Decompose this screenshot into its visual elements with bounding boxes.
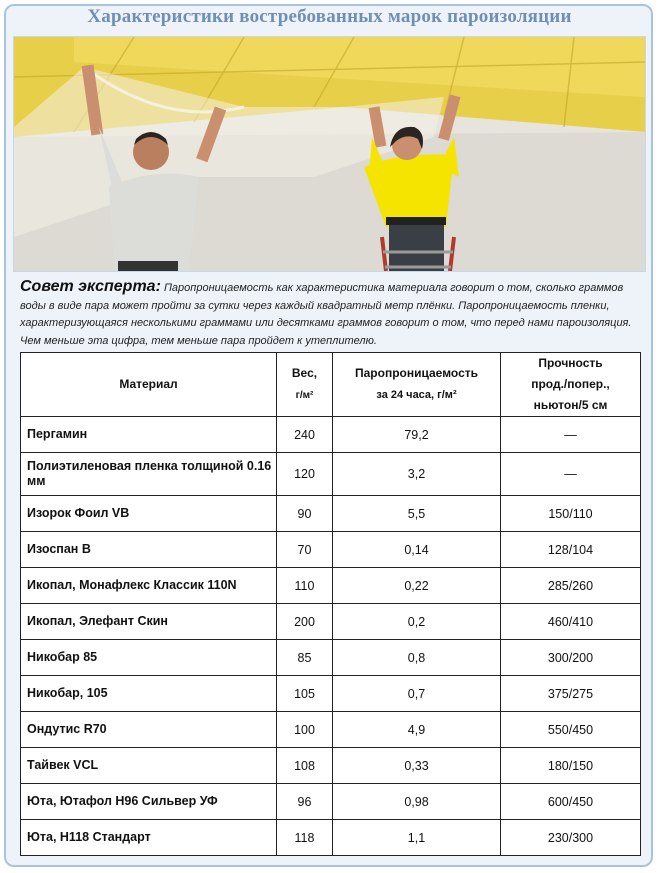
cell-weight: 90 (277, 496, 333, 532)
table-row (21, 784, 641, 820)
workers-installing-vapor-barrier-illustration (14, 37, 645, 271)
cell-weight: 200 (277, 604, 333, 640)
expert-tip-text: Паропроницаемость как характеристика материала говорит о том, сколько граммов воды в виде пара может пройти за сутки через каждый квадратный метр плёнки. Паропроницаемость пленки, характеризующаяся несколькими граммами или десятками граммов говорит о том, что перед нами пароизоляция. Чем меньше эта цифра, тем меньше пара пройдет к утеплителю. (20, 282, 632, 347)
cell-strength: 375/275 (501, 676, 641, 712)
cell-strength: 460/410 (501, 604, 641, 640)
cell-strength: 230/300 (501, 820, 641, 856)
expert-tip (20, 278, 635, 350)
cell-material: Юта, Ютафол Н96 Сильвер УФ (21, 784, 277, 820)
table-header-row (21, 353, 641, 417)
header-photo (13, 36, 646, 272)
cell-permeability: 0,2 (333, 604, 501, 640)
cell-material: Тайвек VCL (21, 748, 277, 784)
cell-permeability: 0,14 (333, 532, 501, 568)
table-row (21, 532, 641, 568)
cell-strength: 180/150 (501, 748, 641, 784)
cell-strength: 550/450 (501, 712, 641, 748)
header-weight: Вес, г/м² (277, 353, 333, 417)
cell-permeability: 0,7 (333, 676, 501, 712)
table-row (21, 640, 641, 676)
cell-strength: — (501, 453, 641, 496)
cell-strength: 285/260 (501, 568, 641, 604)
table-row (21, 417, 641, 453)
cell-strength: 128/104 (501, 532, 641, 568)
cell-weight: 110 (277, 568, 333, 604)
cell-permeability: 4,9 (333, 712, 501, 748)
table-row (21, 820, 641, 856)
cell-permeability: 0,8 (333, 640, 501, 676)
cell-permeability: 1,1 (333, 820, 501, 856)
cell-weight: 240 (277, 417, 333, 453)
cell-weight: 120 (277, 453, 333, 496)
cell-material: Икопал, Элефант Скин (21, 604, 277, 640)
table-row (21, 604, 641, 640)
cell-permeability: 5,5 (333, 496, 501, 532)
table-row (21, 496, 641, 532)
cell-material: Полиэтиленовая пленка толщиной 0.16 мм (21, 453, 277, 496)
table-row (21, 453, 641, 496)
materials-table (20, 352, 641, 856)
page-title: Характеристики востребованных марок пароизоляции (87, 6, 572, 27)
cell-strength: 300/200 (501, 640, 641, 676)
table-row (21, 748, 641, 784)
header-permeability: Паропроницаемость за 24 часа, г/м² (333, 353, 501, 417)
table-body (21, 417, 641, 856)
expert-tip-lead: Совет эксперта: (20, 278, 161, 295)
table-row (21, 676, 641, 712)
cell-weight: 100 (277, 712, 333, 748)
header-strength: Прочность прод./попер., ньютон/5 см (501, 353, 641, 417)
cell-material: Ондутис R70 (21, 712, 277, 748)
cell-strength: 600/450 (501, 784, 641, 820)
cell-weight: 108 (277, 748, 333, 784)
cell-material: Пергамин (21, 417, 277, 453)
cell-weight: 70 (277, 532, 333, 568)
cell-permeability: 79,2 (333, 417, 501, 453)
cell-weight: 118 (277, 820, 333, 856)
header-material: Материал (21, 353, 277, 417)
cell-material: Юта, Н118 Стандарт (21, 820, 277, 856)
cell-weight: 85 (277, 640, 333, 676)
cell-strength: 150/110 (501, 496, 641, 532)
cell-strength: — (501, 417, 641, 453)
cell-weight: 96 (277, 784, 333, 820)
cell-weight: 105 (277, 676, 333, 712)
cell-permeability: 0,98 (333, 784, 501, 820)
cell-material: Икопал, Монафлекс Классик 110N (21, 568, 277, 604)
table-row (21, 568, 641, 604)
cell-material: Изорок Фоил VB (21, 496, 277, 532)
cell-permeability: 3,2 (333, 453, 501, 496)
cell-permeability: 0,22 (333, 568, 501, 604)
cell-material: Изоспан В (21, 532, 277, 568)
cell-material: Никобар 85 (21, 640, 277, 676)
table-row (21, 712, 641, 748)
cell-material: Никобар, 105 (21, 676, 277, 712)
cell-permeability: 0,33 (333, 748, 501, 784)
materials-table-wrap (20, 352, 640, 856)
